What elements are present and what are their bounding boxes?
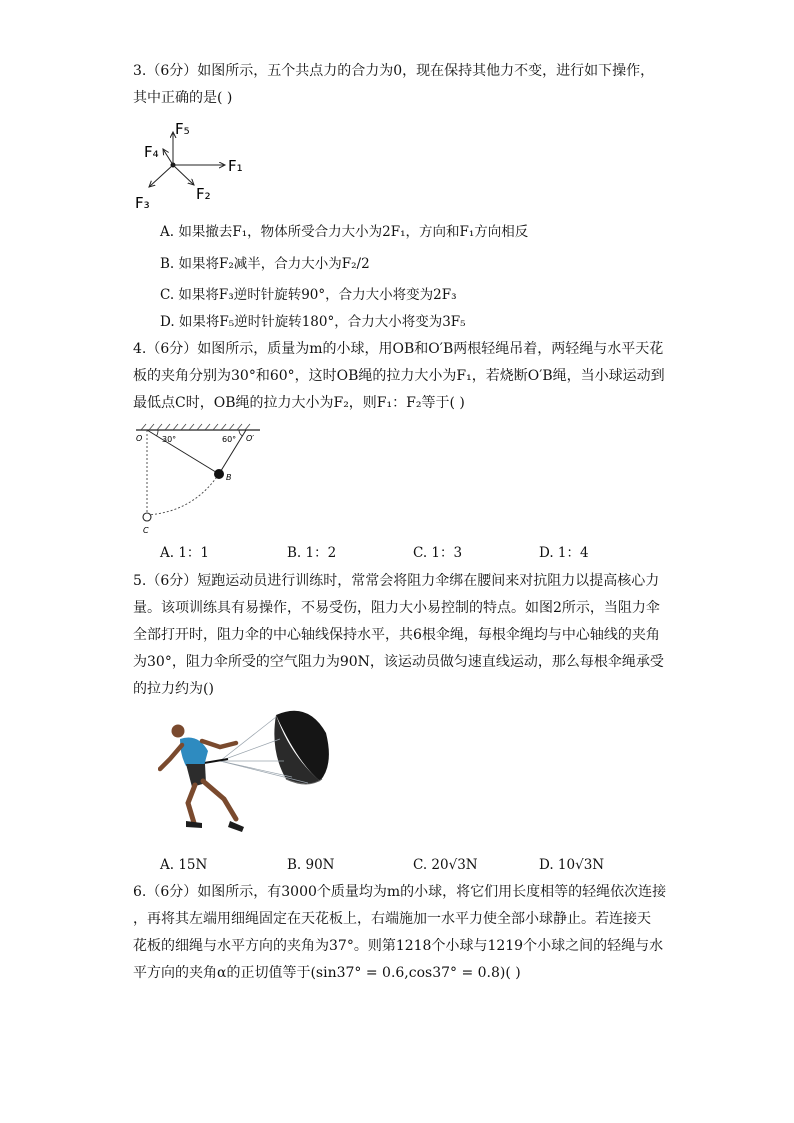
q4-option-c[interactable]: C. 1：3	[413, 545, 463, 561]
q6-line-3: 花板的细绳与水平方向的夹角为37°。则第1218个小球与1219个小球之间的轻绳与水	[133, 938, 664, 954]
q5-option-b[interactable]: B. 90N	[287, 857, 335, 873]
angle-30-label: 30°	[162, 435, 177, 444]
q4-line-2: 板的夹角分别为30°和60°，这时OB绳的拉力大小为F₁，若烧断O′B绳，当小球运动到	[133, 368, 665, 384]
q6-line-4: 平方向的夹角α的正切值等于(sin37° = 0.6,cos37° = 0.8)( )	[133, 965, 521, 981]
f4-label: F₄	[144, 143, 159, 161]
f1-label: F₁	[228, 157, 243, 175]
q5-option-c[interactable]: C. 20√3N	[413, 857, 478, 873]
q3-force-diagram	[130, 115, 260, 215]
q3-option-c[interactable]: C. 如果将F₃逆时针旋转90°，合力大小将变为2F₃	[160, 287, 457, 303]
q4-option-a[interactable]: A. 1：1	[160, 545, 210, 561]
q4-option-d[interactable]: D. 1：4	[539, 545, 589, 561]
f5-label: F₅	[175, 120, 190, 138]
q5-line-2: 量。该项训练具有易操作，不易受伤，阻力大小易控制的特点。如图2所示，当阻力伞	[133, 600, 660, 616]
q4-rope-diagram	[133, 422, 263, 537]
q4-line-3: 最低点C时，OB绳的拉力大小为F₂，则F₁：F₂等于( )	[133, 395, 465, 411]
q6-line-1: 6.（6分）如图所示，有3000个质量均为m的小球，将它们用长度相等的轻绳依次连接	[133, 884, 667, 900]
q5-line-1: 5.（6分）短跑运动员进行训练时，常常会将阻力伞绑在腰间来对抗阻力以提高核心力	[133, 573, 660, 589]
q5-option-d[interactable]: D. 10√3N	[539, 857, 605, 873]
q4-option-b[interactable]: B. 1：2	[287, 545, 337, 561]
q6-line-2: ，再将其左端用细绳固定在天花板上，右端施加一水平力使全部小球静止。若连接天	[133, 911, 651, 927]
q3-line-1: 3.（6分）如图所示，五个共点力的合力为0，现在保持其他力不变，进行如下操作，	[133, 63, 655, 79]
q5-line-4: 为30°，阻力伞所受的空气阻力为90N，该运动员做匀速直线运动，那么每根伞绳承受	[133, 654, 664, 670]
o-label: O	[136, 434, 143, 443]
runner-parachute-image	[158, 703, 338, 846]
c-label: C	[143, 526, 149, 535]
q3-option-a[interactable]: A. 如果撤去F₁，物体所受合力大小为2F₁，方向和F₁方向相反	[160, 224, 529, 240]
q3-option-d[interactable]: D. 如果将F₅逆时针旋转180°，合力大小将变为3F₅	[160, 314, 466, 330]
q5-line-3: 全部打开时，阻力伞的中心轴线保持水平，共6根伞绳，每根伞绳均与中心轴线的夹角	[133, 627, 660, 643]
q3-option-b[interactable]: B. 如果将F₂减半，合力大小为F₂/2	[160, 256, 370, 272]
q5-option-a[interactable]: A. 15N	[160, 857, 208, 873]
q3-line-2: 其中正确的是( )	[133, 90, 233, 106]
angle-60-label: 60°	[222, 435, 237, 444]
f3-label: F₃	[135, 194, 150, 212]
q5-line-5: 的拉力约为()	[133, 681, 214, 697]
o-prime-label: O′	[246, 434, 255, 443]
f2-label: F₂	[196, 185, 211, 203]
q4-line-1: 4.（6分）如图所示，质量为m的小球，用OB和O′B两根轻绳吊着，两轻绳与水平天花	[133, 341, 664, 357]
b-label: B	[226, 473, 232, 482]
